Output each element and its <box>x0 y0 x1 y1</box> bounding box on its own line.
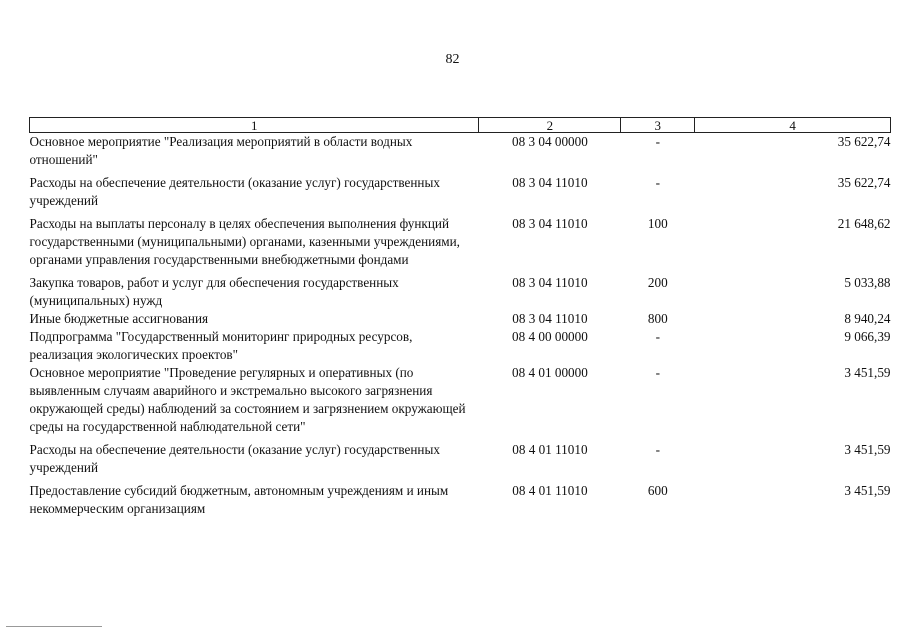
budget-table <box>29 117 891 518</box>
row-type: 800 <box>647 311 668 326</box>
row-amount: 3 451,59 <box>844 365 891 380</box>
row-amount: 5 033,88 <box>844 275 891 290</box>
row-code: 08 4 01 11010 <box>512 442 588 457</box>
row-type: - <box>655 175 660 190</box>
header-col-3: 3 <box>621 118 695 133</box>
row-code: 08 3 04 11010 <box>512 275 588 290</box>
table-row <box>30 441 891 482</box>
row-type: - <box>655 329 660 344</box>
row-name: Иные бюджетные ассигнования <box>29 311 209 326</box>
row-code: 08 4 01 11010 <box>512 483 588 498</box>
table-row <box>30 482 891 518</box>
row-amount: 35 622,74 <box>837 175 891 190</box>
row-amount: 9 066,39 <box>844 329 891 344</box>
row-amount: 3 451,59 <box>844 442 891 457</box>
row-name: Основное мероприятие "Проведение регулярных и оперативных (по выявленным случаям аварийного и экстремально высокого загрязнения окружающей среды) наблюдений за состоянием и загрязнением окружающей среды на государственной наблюдательной сети" <box>29 365 466 434</box>
page-number: 82 <box>445 52 460 67</box>
table-row <box>30 215 891 274</box>
row-type: 200 <box>647 275 668 290</box>
row-amount: 21 648,62 <box>837 216 891 231</box>
row-name: Подпрограмма "Государственный мониторинг природных ресурсов, реализация экологических проектов" <box>29 329 413 362</box>
row-amount: 3 451,59 <box>844 483 891 498</box>
row-name: Расходы на обеспечение деятельности (оказание услуг) государственных учреждений <box>29 442 440 475</box>
row-type: - <box>655 134 660 149</box>
header-col-2: 2 <box>479 118 621 133</box>
row-amount: 8 940,24 <box>844 311 891 326</box>
row-code: 08 3 04 11010 <box>512 175 588 190</box>
header-row <box>30 118 891 133</box>
row-code: 08 3 04 11010 <box>512 311 588 326</box>
table-row <box>30 274 891 310</box>
row-name: Расходы на обеспечение деятельности (оказание услуг) государственных учреждений <box>29 175 440 208</box>
row-type: - <box>655 442 660 457</box>
row-code: 08 4 01 00000 <box>511 365 588 380</box>
row-name: Предоставление субсидий бюджетным, автономным учреждениям и иным некоммерческим организациям <box>29 483 449 516</box>
row-name: Расходы на выплаты персоналу в целях обеспечения выполнения функций государственными (муниципальными) органами, казенными учреждениями, органами управления государственными внебюджетными фондами <box>29 216 460 267</box>
header-col-1: 1 <box>30 118 479 133</box>
table-body <box>30 133 891 519</box>
row-type: - <box>655 365 660 380</box>
row-code: 08 4 00 00000 <box>511 329 588 344</box>
table-row <box>30 133 891 175</box>
table-row <box>30 174 891 215</box>
row-name: Закупка товаров, работ и услуг для обеспечения государственных (муниципальных) нужд <box>29 275 399 308</box>
row-amount: 35 622,74 <box>837 134 891 149</box>
row-type: 100 <box>647 216 668 231</box>
row-code: 08 3 04 00000 <box>511 134 588 149</box>
footer-divider <box>6 626 102 627</box>
row-name: Основное мероприятие "Реализация мероприятий в области водных отношений" <box>29 134 413 167</box>
table-header <box>30 118 891 133</box>
row-type: 600 <box>647 483 668 498</box>
header-col-4: 4 <box>695 118 891 133</box>
row-code: 08 3 04 11010 <box>512 216 588 231</box>
table-row <box>30 328 891 364</box>
table-row <box>30 364 891 441</box>
table-row <box>30 310 891 328</box>
